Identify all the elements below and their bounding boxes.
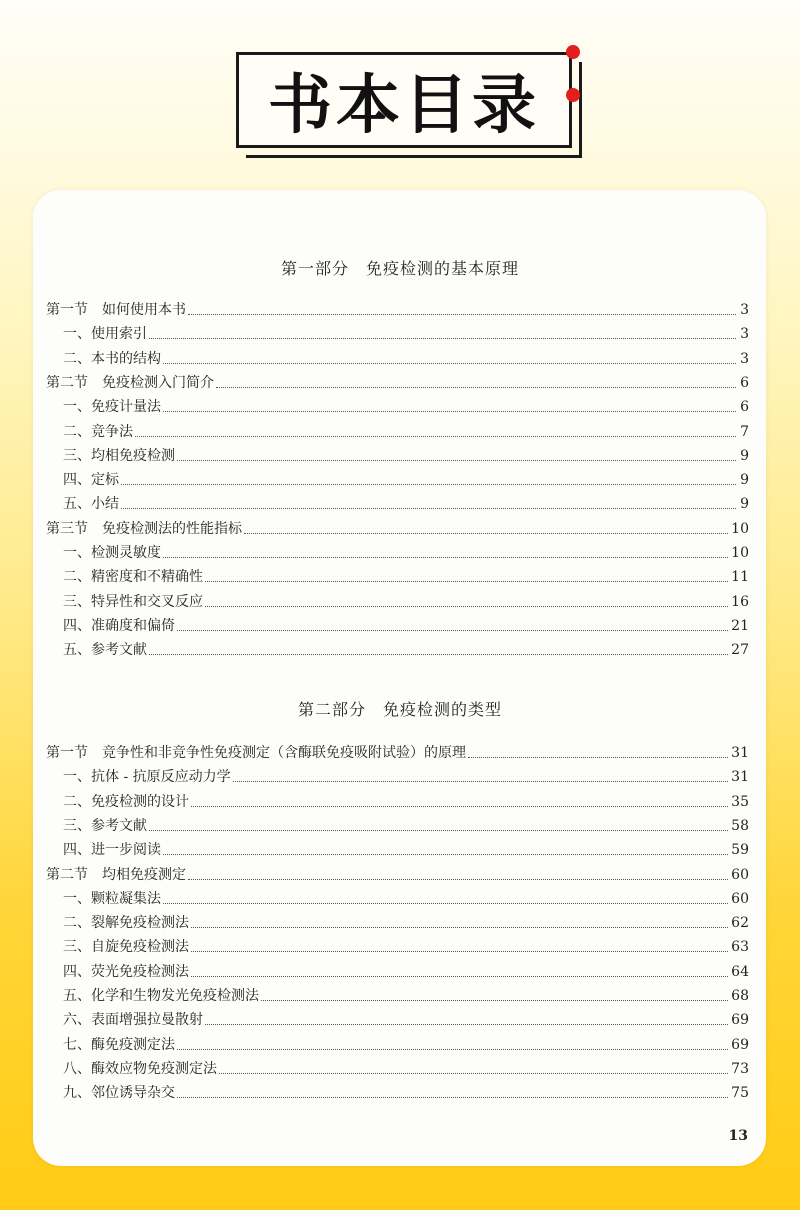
toc-entry-label: 一、颗粒凝集法 [63,890,161,907]
toc-entry-page: 9 [740,472,749,489]
dot-leader [163,557,728,558]
toc-subsection-row[interactable] [46,564,749,586]
toc-entry-page: 27 [731,642,749,659]
toc-subsection-row[interactable] [46,1056,749,1078]
toc-entry-label: 二、免疫检测的设计 [63,793,189,810]
dot-leader [233,781,729,782]
toc-entry-page: 63 [731,939,749,956]
decor-dot-bottom [566,88,580,102]
dot-leader [191,951,728,952]
toc-entry-page: 9 [740,447,749,464]
toc-entry-page: 3 [740,326,749,343]
dot-leader [177,630,728,631]
toc-entry-label: 三、特异性和交叉反应 [63,593,203,610]
dot-leader [177,460,736,461]
toc-subsection-row[interactable] [46,813,749,835]
dot-leader [191,927,728,928]
toc-entry-page: 75 [731,1085,749,1102]
toc-entry-label: 二、裂解免疫检测法 [63,915,189,932]
toc-entry-page: 3 [740,350,749,367]
toc-entry-page: 16 [731,593,749,610]
toc-subsection-row[interactable] [46,1007,749,1029]
toc-subsection-row[interactable] [46,443,749,465]
toc-entry-label: 第二节 免疫检测入门简介 [46,374,214,391]
toc-subsection-row[interactable] [46,589,749,611]
toc-entry-label: 二、本书的结构 [63,350,161,367]
dot-leader [121,508,736,509]
toc-section-row[interactable] [46,516,749,538]
toc-entry-label: 二、精密度和不精确性 [63,569,203,586]
toc-entry-label: 一、检测灵敏度 [63,545,161,561]
toc-entry-label: 二、竞争法 [63,423,133,440]
toc-entry-label: 三、均相免疫检测 [63,447,175,464]
toc-entry-label: 三、自旋免疫检测法 [63,939,189,956]
dot-leader [216,387,736,388]
toc-entry-label: 第一节 如何使用本书 [46,302,186,318]
toc-subsection-row[interactable] [46,491,749,513]
title-box [236,52,572,148]
toc-subsection-row[interactable] [46,419,749,441]
toc-entry-page: 21 [731,617,749,634]
dot-leader [244,533,728,534]
toc-entry-label: 四、进一步阅读 [63,842,161,859]
toc-section-row[interactable] [46,740,749,762]
toc-entry-page: 58 [731,817,749,834]
dot-leader [205,606,728,607]
dot-leader [261,1000,728,1001]
toc-entry-label: 第一节 竞争性和非竞争性免疫测定（含酶联免疫吸附试验）的原理 [46,745,466,761]
toc-subsection-row[interactable] [46,637,749,659]
toc-entry-label: 一、使用索引 [63,326,147,343]
toc-entry-page: 10 [731,545,749,561]
dot-leader [177,1097,728,1098]
toc-entry-page: 10 [731,520,749,537]
toc-entry-page: 64 [731,963,749,980]
dot-leader [149,654,728,655]
toc-section-row[interactable] [46,370,749,392]
toc-entry-page: 31 [731,745,749,761]
page-title: 书本目录 [268,69,540,143]
toc-entry-page: 9 [740,496,749,513]
toc-entry-page: 73 [731,1060,749,1077]
toc-subsection-row[interactable] [46,983,749,1005]
part1-heading: 第一部分 免疫检测的基本原理 [280,259,519,278]
toc-entry-page: 60 [731,890,749,907]
dot-leader [188,314,736,315]
toc-entry-label: 八、酶效应物免疫测定法 [63,1060,217,1077]
toc-subsection-row[interactable] [46,764,749,786]
dot-leader [177,1049,728,1050]
toc-subsection-row[interactable] [46,1032,749,1054]
toc-entry-label: 五、小结 [63,496,119,513]
dot-leader [205,1024,728,1025]
dot-leader [191,976,728,977]
toc-subsection-row[interactable] [46,934,749,956]
toc-section-row[interactable] [46,862,749,884]
toc-entry-page: 7 [740,423,749,440]
dot-leader [121,484,736,485]
toc-entry-label: 一、抗体 - 抗原反应动力学 [63,769,231,786]
dot-leader [149,830,728,831]
toc-entry-page: 3 [740,302,749,318]
toc-subsection-row[interactable] [46,837,749,859]
toc-entry-page: 69 [731,1012,749,1029]
toc-subsection-row[interactable] [46,613,749,635]
toc-entry-label: 七、酶免疫测定法 [63,1036,175,1053]
toc-entry-page: 6 [740,374,749,391]
toc-entry-label: 六、表面增强拉曼散射 [63,1012,203,1029]
toc-subsection-row[interactable] [46,346,749,368]
page-number: 13 [728,1128,748,1144]
toc-entry-label: 五、参考文献 [63,642,147,659]
toc-section-row[interactable] [46,297,749,319]
toc-entry-page: 35 [731,793,749,810]
toc-subsection-row[interactable] [46,910,749,932]
decor-dot-top [566,45,580,59]
dot-leader [188,879,728,880]
toc-entry-page: 59 [731,842,749,859]
toc-subsection-row[interactable] [46,1080,749,1102]
toc-entry-page: 69 [731,1036,749,1053]
dot-leader [163,854,728,855]
toc-subsection-row[interactable] [46,321,749,343]
toc-entry-page: 62 [731,915,749,932]
toc-entry-label: 四、定标 [63,472,119,489]
dot-leader [205,581,728,582]
toc-entry-page: 6 [740,399,749,416]
toc-subsection-row[interactable] [46,789,749,811]
toc-entry-page: 60 [731,866,749,883]
dot-leader [219,1073,728,1074]
toc-entry-label: 五、化学和生物发光免疫检测法 [63,988,259,1004]
toc-subsection-row[interactable] [46,959,749,981]
toc-entry-page: 31 [731,769,749,786]
toc-entry-label: 九、邻位诱导杂交 [63,1085,175,1102]
dot-leader [149,338,736,339]
toc-subsection-row[interactable] [46,886,749,908]
part2-heading: 第二部分 免疫检测的类型 [297,700,502,719]
toc-entry-label: 四、荧光免疫检测法 [63,963,189,980]
dot-leader [135,436,736,437]
dot-leader [163,363,736,364]
toc-entry-label: 三、参考文献 [63,817,147,834]
toc-entry-label: 第二节 均相免疫测定 [46,866,186,883]
toc-subsection-row[interactable] [46,540,749,562]
toc-entry-label: 第三节 免疫检测法的性能指标 [46,520,242,537]
toc-entry-page: 68 [731,988,749,1004]
toc-entry-page: 11 [731,569,749,586]
toc-entry-label: 一、免疫计量法 [63,399,161,416]
dot-leader [191,806,728,807]
toc-subsection-row[interactable] [46,394,749,416]
dot-leader [163,903,728,904]
toc-subsection-row[interactable] [46,467,749,489]
toc-entry-label: 四、准确度和偏倚 [63,617,175,634]
dot-leader [163,411,736,412]
dot-leader [468,757,728,758]
